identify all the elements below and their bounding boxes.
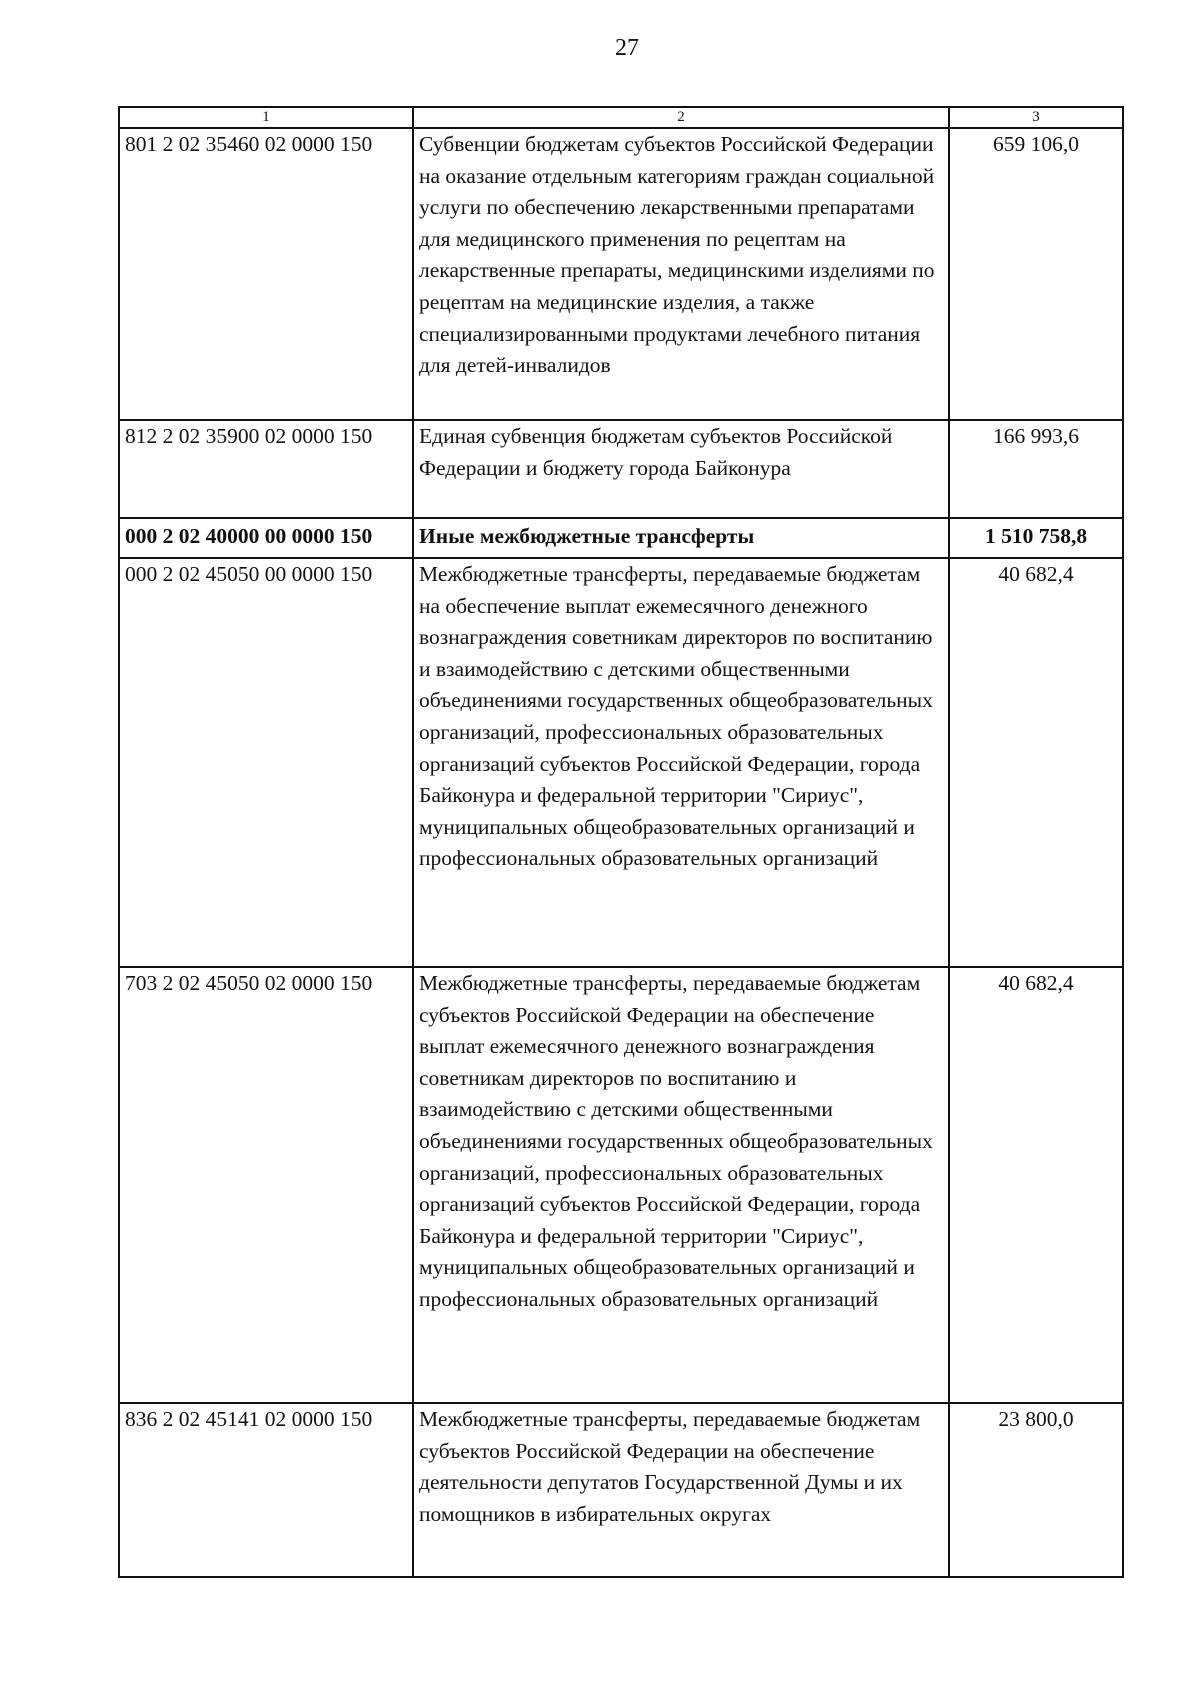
- row-budget-code: 812 2 02 35900 02 0000 150: [119, 420, 413, 518]
- row-budget-code: 801 2 02 35460 02 0000 150: [119, 128, 413, 420]
- row-amount: 659 106,0: [949, 128, 1123, 420]
- row-revenue-name: Межбюджетные трансферты, передаваемые бюджетам субъектов Российской Федерации на обеспечение деятельности депутатов Государственной Думы и их помощников в избирательных округах: [413, 1403, 949, 1577]
- row-revenue-name: Межбюджетные трансферты, передаваемые бюджетам субъектов Российской Федерации на обеспечение выплат ежемесячного денежного вознаграждения советникам директоров по воспитанию и взаимодействию с детскими общественными объединениями государственных общеобразовательных организаций, профессиональных образовательных организаций субъектов Российской Федерации, города Байконура и федеральной территории "Сириус", муниципальных общеобразовательных организаций и профессиональных образовательных организаций: [413, 967, 949, 1403]
- row-revenue-name: Межбюджетные трансферты, передаваемые бюджетам на обеспечение выплат ежемесячного денежного вознаграждения советникам директоров по воспитанию и взаимодействию с детскими общественными объединениями государственных общеобразовательных организаций, профессиональных образовательных организаций субъектов Российской Федерации, города Байконура и федеральной территории "Сириус", муниципальных общеобразовательных организаций и профессиональных образовательных организаций: [413, 558, 949, 967]
- table-row: [119, 1403, 1123, 1577]
- column-header-amount: 3: [949, 107, 1123, 128]
- column-header-code: 1: [119, 107, 413, 128]
- row-amount: 1 510 758,8: [949, 518, 1123, 558]
- row-revenue-name: Субвенции бюджетам субъектов Российской Федерации на оказание отдельным категориям граждан социальной услуги по обеспечению лекарственными препаратами для медицинского применения по рецептам на лекарственные препараты, медицинскими изделиями по рецептам на медицинские изделия, а также специализированными продуктами лечебного питания для детей-инвалидов: [413, 128, 949, 420]
- table-row: [119, 558, 1123, 967]
- table-row: [119, 967, 1123, 1403]
- page-number: 27: [615, 35, 639, 61]
- row-budget-code: 000 2 02 45050 00 0000 150: [119, 558, 413, 967]
- table-row-total: [119, 518, 1123, 558]
- table-row: [119, 420, 1123, 518]
- row-budget-code: 000 2 02 40000 00 0000 150: [119, 518, 413, 558]
- budget-revenue-table: [118, 106, 1124, 1578]
- table-header-row: [119, 107, 1123, 128]
- row-budget-code: 836 2 02 45141 02 0000 150: [119, 1403, 413, 1577]
- column-header-name: 2: [413, 107, 949, 128]
- row-revenue-name: Иные межбюджетные трансферты: [413, 518, 949, 558]
- row-revenue-name: Единая субвенция бюджетам субъектов Российской Федерации и бюджету города Байконура: [413, 420, 949, 518]
- table-row: [119, 128, 1123, 420]
- row-amount: 40 682,4: [949, 967, 1123, 1403]
- row-amount: 23 800,0: [949, 1403, 1123, 1577]
- row-budget-code: 703 2 02 45050 02 0000 150: [119, 967, 413, 1403]
- row-amount: 166 993,6: [949, 420, 1123, 518]
- row-amount: 40 682,4: [949, 558, 1123, 967]
